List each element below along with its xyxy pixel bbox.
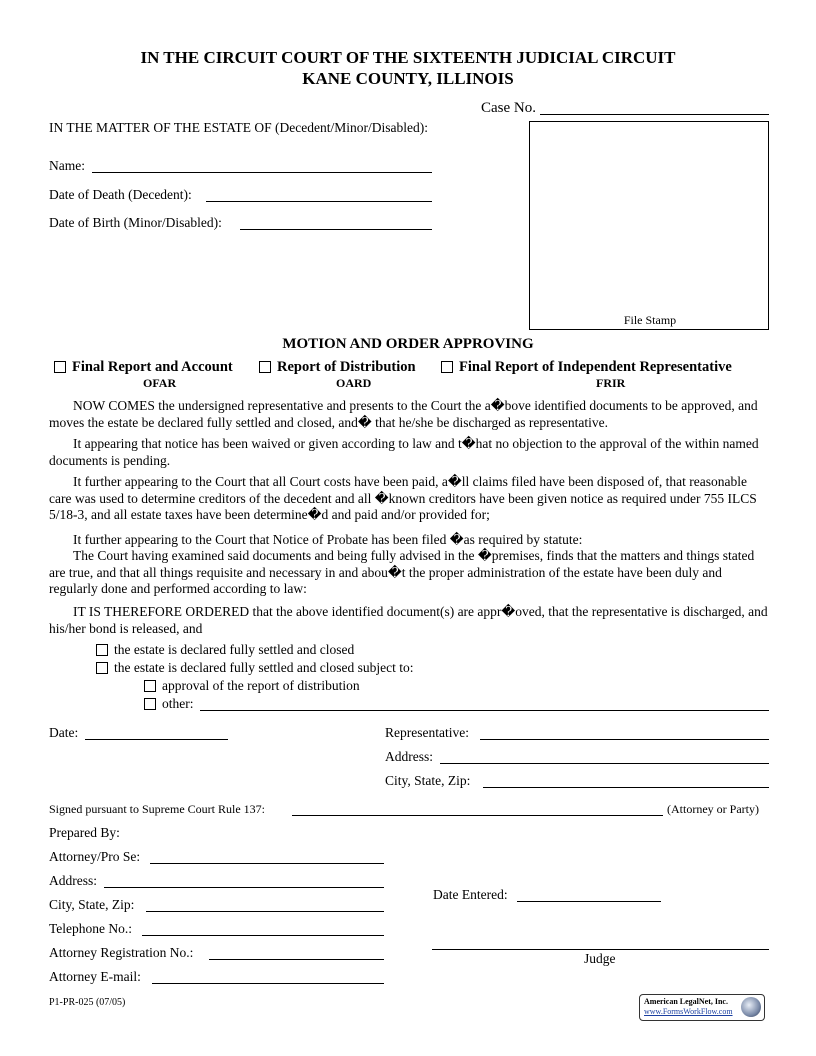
- county-title: KANE COUNTY, ILLINOIS: [302, 69, 514, 88]
- settled-subject-checkbox[interactable]: [96, 662, 108, 674]
- attorney-or-party: (Attorney or Party): [667, 802, 759, 816]
- court-title: IN THE CIRCUIT COURT OF THE SIXTEENTH JUDICIAL CIRCUIT: [140, 48, 676, 67]
- logo-name: American LegalNet, Inc.: [644, 997, 728, 1006]
- attorney-city-field[interactable]: [146, 911, 384, 912]
- paragraph-examined: The Court having examined said documents and being fully advised in the �premises, finds that the matters and things stated are true, and that all things requisite and necessary in and abou�t the proper administration of the estate have been duly and regularly done and performed according to law:: [49, 548, 755, 596]
- motion-title: MOTION AND ORDER APPROVING: [282, 336, 534, 352]
- order-option-other[interactable]: [144, 696, 194, 712]
- attorney-label: Attorney/Pro Se:: [49, 849, 141, 864]
- paragraph-probate: It further appearing to the Court that Notice of Probate has been filed �as required by statute:: [73, 532, 583, 547]
- independent-checkbox[interactable]: [441, 361, 453, 373]
- settled-subject-label: the estate is declared fully settled and closed subject to:: [114, 660, 414, 675]
- registration-label: Attorney Registration No.:: [49, 945, 194, 960]
- form-code: P1-PR-025 (07/05): [49, 997, 126, 1008]
- date-of-death-field[interactable]: [206, 201, 432, 202]
- american-legalnet-logo: [639, 994, 765, 1021]
- final-report-checkbox[interactable]: [54, 361, 66, 373]
- representative-field[interactable]: [480, 739, 769, 740]
- paragraph-now-comes: NOW COMES the undersigned representative and presents to the Court the a�bove identified documents to be approved, and moves the estate be declared fully settled and closed, and� that he/she be discharged as representative.: [49, 398, 758, 430]
- order-option-settled-subject[interactable]: [96, 660, 414, 676]
- email-label: Attorney E-mail:: [49, 969, 141, 984]
- attorney-field[interactable]: [150, 863, 384, 864]
- telephone-field[interactable]: [142, 935, 384, 936]
- code-oard: OARD: [336, 376, 372, 390]
- name-label: Name:: [49, 158, 85, 173]
- attorney-city-label: City, State, Zip:: [49, 897, 135, 912]
- code-ofar: OFAR: [143, 376, 177, 390]
- registration-field[interactable]: [209, 959, 384, 960]
- case-no-field[interactable]: [540, 114, 769, 115]
- other-checkbox[interactable]: [144, 698, 156, 710]
- date-label: Date:: [49, 725, 79, 740]
- file-stamp-box: [529, 121, 769, 330]
- final-report-label: Final Report and Account: [72, 359, 233, 375]
- paragraph-ordered: IT IS THEREFORE ORDERED that the above identified document(s) are appr�oved, that the representative is discharged, and his/her bond is released, and: [49, 604, 768, 636]
- rep-city-field[interactable]: [483, 787, 769, 788]
- paragraph-costs: It further appearing to the Court that all Court costs have been paid, a�ll claims filed have been disposed of, that reasonable care was used to determine creditors of the decedent and all �known creditors have been given notice as required under 755 ILCS 5/18-3, and all estate taxes have been determine�d and paid and/or provided for;: [49, 474, 757, 522]
- order-option-approval[interactable]: [144, 678, 360, 694]
- prepared-by-title: Prepared By:: [49, 825, 120, 840]
- logo-url: www.FormsWorkFlow.com: [644, 1007, 733, 1016]
- settled-checkbox[interactable]: [96, 644, 108, 656]
- date-entered-label: Date Entered:: [433, 887, 508, 902]
- judge-signature-line[interactable]: [432, 949, 769, 950]
- date-field[interactable]: [85, 739, 228, 740]
- option-report-distribution[interactable]: [259, 359, 416, 376]
- signed-pursuant-field[interactable]: [292, 815, 663, 816]
- attorney-address-label: Address:: [49, 873, 97, 888]
- judge-label: Judge: [584, 951, 616, 966]
- report-distribution-checkbox[interactable]: [259, 361, 271, 373]
- globe-icon: [741, 997, 761, 1017]
- report-distribution-label: Report of Distribution: [277, 359, 416, 375]
- option-final-report[interactable]: [54, 359, 233, 376]
- date-of-birth-label: Date of Birth (Minor/Disabled):: [49, 215, 222, 230]
- code-frir: FRIR: [596, 376, 626, 390]
- matter-label: IN THE MATTER OF THE ESTATE OF (Decedent/Minor/Disabled):: [49, 120, 428, 135]
- email-field[interactable]: [152, 983, 384, 984]
- telephone-label: Telephone No.:: [49, 921, 133, 936]
- file-stamp-label: File Stamp: [623, 313, 677, 327]
- rep-address-field[interactable]: [440, 763, 769, 764]
- approval-label: approval of the report of distribution: [162, 678, 360, 693]
- attorney-address-field[interactable]: [104, 887, 384, 888]
- independent-label: Final Report of Independent Representative: [459, 359, 732, 375]
- name-field[interactable]: [92, 172, 432, 173]
- rep-address-label: Address:: [385, 749, 433, 764]
- case-no-label: Case No.: [481, 100, 536, 116]
- date-of-death-label: Date of Death (Decedent):: [49, 187, 192, 202]
- representative-label: Representative:: [385, 725, 469, 740]
- date-of-birth-field[interactable]: [240, 229, 432, 230]
- paragraph-notice: It appearing that notice has been waived or given according to law and t�hat no objection to the approval of the within named documents is pending.: [49, 436, 759, 468]
- settled-label: the estate is declared fully settled and closed: [114, 642, 355, 657]
- option-independent[interactable]: [441, 359, 732, 376]
- other-label: other:: [162, 696, 194, 711]
- signed-pursuant-label: Signed pursuant to Supreme Court Rule 137:: [49, 802, 265, 816]
- approval-checkbox[interactable]: [144, 680, 156, 692]
- case-no: [481, 100, 536, 117]
- date-entered-field[interactable]: [517, 901, 661, 902]
- other-field[interactable]: [200, 710, 769, 711]
- order-option-settled[interactable]: [96, 642, 354, 658]
- rep-city-label: City, State, Zip:: [385, 773, 471, 788]
